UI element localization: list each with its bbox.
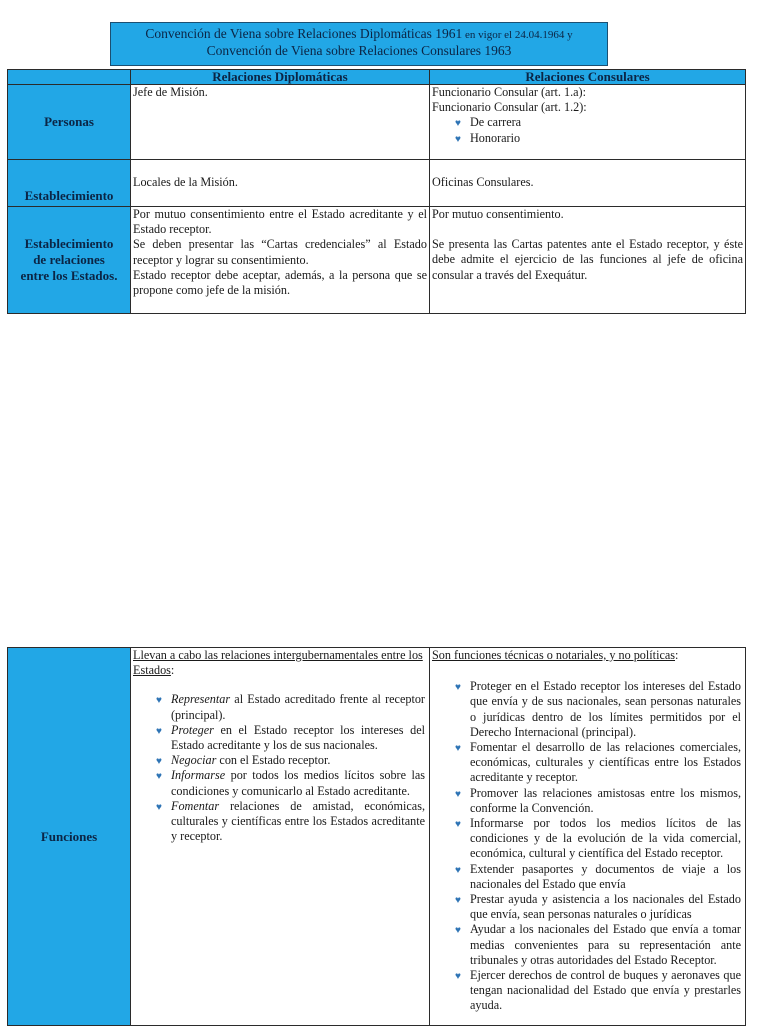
comparison-table-top [7,69,746,314]
list-item: ♥ Ejercer derechos de control de buques y aeronaves que tengan nacionalidad del Estado que envía y prestarles ayuda. [455,968,741,1013]
heart-icon: ♥ [156,801,162,813]
cell-funciones-consulares: Son funciones técnicas o notariales, y no políticas: ♥ Proteger en el Estado receptor los intereses del Estado que envía y de sus nacionales, sean personas naturales o jurídicas dentro de los límites permitidos por el Derecho Internacional (principal). ♥ Fomentar el desarrollo de las relaciones comerciales, económicas, culturales y científicas entre los Estados acreditante y receptor. ♥ Promover las relaciones amistosas entre los mismos, conforme la Convención. ♥ Informarse por todos los medios lícitos de las condiciones y de la evolución de la vida comercial, económica, cultural y científica del Estado receptor. ♥ Extender pasaportes y documentos de viaje a los nacionales del Estado que envía ♥ Prestar ayuda y asistencia a los nacionales del Estado que envía, sean personas naturales o jurídicas ♥ Ayudar a los nacionales del Estado que envía a tomar medias convenientes para su representación ante tribunales y otras autoridades del Estado Receptor. ♥ Ejercer derechos de control de buques y aeronaves que tengan nacionalidad del Estado que envía y prestarles ayuda. [430,648,746,1026]
list-item: ♥ Fomentar el desarrollo de las relaciones comerciales, económicas, culturales y científicas entre los Estados acreditante y receptor. [455,740,741,785]
heart-icon: ♥ [156,756,162,768]
consular-types-list [450,115,743,145]
heart-icon: ♥ [455,895,461,907]
title-line2: Convención de Viena sobre Relaciones Consulares 1963 [206,43,512,58]
list-item: ♥ Informarse por todos los medios lícitos sobre las condiciones y comunicarlo al Estado acreditante. [156,768,425,798]
cell-personas-diplomaticas: Jefe de Misión. [131,85,430,160]
cell-personas-consulares [430,85,746,160]
consulares-intro: Son funciones técnicas o notariales, y no políticas [432,648,676,662]
heart-icon: ♥ [455,788,461,800]
comparison-table-funciones [7,647,746,1026]
title-line1-note: en vigor el 24.04.1964 y [462,29,573,41]
list-item: ♥ Fomentar relaciones de amistad, económicas, culturales y científicas entre los Estados acreditante y receptor. [156,798,425,844]
diplomaticas-intro: Llevan a cabo las relaciones intergubernamentales entre los Estados [133,648,423,678]
heart-icon: ♥ [455,819,461,831]
heart-icon: ♥ [455,682,461,694]
list-item: ♥ Prestar ayuda y asistencia a los nacionales del Estado que envía, sean personas naturales o jurídicas [455,892,741,922]
list-item: ♥ Proteger en el Estado receptor los intereses del Estado que envía y de sus nacionales, sean personas naturales o jurídicas dentro de los límites permitidos por el Derecho Internacional (principal). [455,679,741,739]
consular-line-2: Funcionario Consular (art. 1.2): [432,100,587,115]
header-empty-cell [8,70,131,85]
row-label-relaciones: Establecimiento de relaciones entre los Estados. [8,207,131,314]
cell-funciones-diplomaticas: Llevan a cabo las relaciones intergubernamentales entre los Estados: ♥ Representar al Estado acreditado frente al receptor (principal). ♥ Proteger en el Estado receptor los intereses del Estado acreditante y los de sus nacionales. ♥ Negociar con el Estado receptor. ♥ Informarse por todos los medios lícitos sobre las condiciones y comunicarlo al Estado acreditante. ♥ Fomentar relaciones de amistad, económicas, culturales y científicas entre los Estados acreditante y receptor. [131,648,430,1026]
heart-icon: ♥ [455,864,461,876]
list-item: ♥ Negociar con el Estado receptor. [151,753,425,768]
heart-icon: ♥ [455,133,461,145]
heart-icon: ♥ [455,925,461,937]
row-funciones [8,648,746,1026]
heart-icon: ♥ [455,743,461,755]
heart-icon: ♥ [156,771,162,783]
row-relaciones [8,207,746,314]
heart-icon: ♥ [455,118,461,130]
consulares-functions-list [450,679,741,1013]
cell-relaciones-diplomaticas: Por mutuo consentimiento entre el Estado acreditante y el Estado receptor. Se deben presentar las “Cartas credenciales” al Estado receptor y lograr su consentimiento. Estado receptor debe aceptar, además, a la persona que se propone como jefe de la misión. [131,207,430,314]
heart-icon: ♥ [156,695,162,707]
list-item: ♥ Promover las relaciones amistosas entre los mismos, conforme la Convención. [455,785,741,815]
list-item: ♥ Extender pasaportes y documentos de viaje a los nacionales del Estado que envía [455,861,741,891]
list-item: ♥ De carrera [450,115,743,130]
list-item: ♥ Proteger en el Estado receptor los intereses del Estado acreditante y los de sus nacionales. [156,722,425,753]
row-label-funciones: Funciones [8,648,131,1026]
list-item: ♥ Honorario [450,131,743,146]
cell-establecimiento-diplomaticas: Locales de la Misión. [131,160,430,207]
title-line1: Convención de Viena sobre Relaciones Diplomáticas 1961 [145,26,463,41]
diplomaticas-functions-list [151,692,425,844]
cell-establecimiento-consulares: Oficinas Consulares. [430,160,746,207]
row-label-establecimiento: Establecimiento [8,160,131,207]
list-item: ♥ Ayudar a los nacionales del Estado que envía a tomar medias convenientes para su representación ante tribunales y otras autoridades del Estado Receptor. [455,922,741,967]
row-establecimiento [8,160,746,207]
document-title [110,22,608,66]
list-item: ♥ Informarse por todos los medios lícitos de las condiciones y de la evolución de la vida comercial, económica, cultural y científica del Estado receptor. [455,816,741,861]
spacer [432,222,743,237]
header-diplomaticas: Relaciones Diplomáticas [131,70,430,85]
row-label-personas: Personas [8,85,131,160]
table-header-row [8,70,746,85]
heart-icon: ♥ [156,725,162,737]
cell-relaciones-consulares: Por mutuo consentimiento. Se presenta las Cartas patentes ante el Estado receptor, y éste debe admite el ejercicio de las funciones al jefe de oficina consular a través del Exequátur. [430,207,746,314]
list-item: ♥ Representar al Estado acreditado frente al receptor (principal). [156,692,425,722]
header-consulares: Relaciones Consulares [430,70,746,85]
row-personas [8,85,746,160]
heart-icon: ♥ [455,971,461,983]
consular-line-1: Funcionario Consular (art. 1.a): [432,85,586,99]
